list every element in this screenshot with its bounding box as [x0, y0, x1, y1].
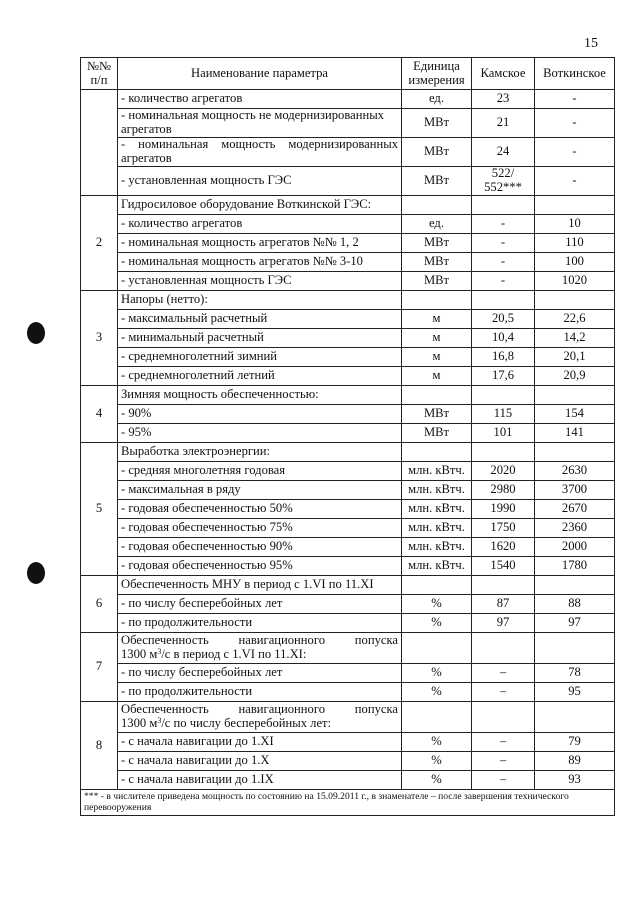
- page-number: 15: [584, 36, 598, 51]
- header-name: Наименование параметра: [118, 58, 402, 90]
- param-unit: [402, 291, 472, 310]
- footnote-row: [81, 790, 615, 816]
- param-unit: МВт: [402, 109, 472, 138]
- param-unit: %: [402, 752, 472, 771]
- value-votkinskoe: [535, 576, 615, 595]
- param-name: - установленная мощность ГЭС: [118, 272, 402, 291]
- param-unit: %: [402, 614, 472, 633]
- value-kamskoe: [472, 291, 535, 310]
- section-title: [118, 702, 402, 733]
- value-votkinskoe: 14,2: [535, 329, 615, 348]
- param-name: - количество агрегатов: [118, 215, 402, 234]
- value-votkinskoe: -: [535, 138, 615, 167]
- param-unit: млн. кВтч.: [402, 557, 472, 576]
- value-votkinskoe: [535, 702, 615, 733]
- param-name: - установленная мощность ГЭС: [118, 167, 402, 196]
- table-row: [81, 733, 615, 752]
- header-kamskoe: Камское: [472, 58, 535, 90]
- table-row: [81, 664, 615, 683]
- value-votkinskoe: [535, 196, 615, 215]
- table-row: [81, 443, 615, 462]
- section-title: [118, 633, 402, 664]
- param-name: - с начала навигации до 1.XI: [118, 733, 402, 752]
- section-title-line2: [121, 648, 398, 662]
- param-name: - с начала навигации до 1.X: [118, 752, 402, 771]
- value-kamskoe: 2980: [472, 481, 535, 500]
- value-kamskoe: –: [472, 664, 535, 683]
- param-name: - по числу бесперебойных лет: [118, 595, 402, 614]
- param-name: - по продолжительности: [118, 614, 402, 633]
- value-kamskoe: -: [472, 215, 535, 234]
- section-number: 6: [81, 576, 118, 633]
- param-unit: МВт: [402, 138, 472, 167]
- section-number: 2: [81, 196, 118, 291]
- table-row: [81, 386, 615, 405]
- value-votkinskoe: 154: [535, 405, 615, 424]
- param-name: - по числу бесперебойных лет: [118, 664, 402, 683]
- param-name: - 90%: [118, 405, 402, 424]
- value-kamskoe: 16,8: [472, 348, 535, 367]
- param-name: - годовая обеспеченностью 50%: [118, 500, 402, 519]
- section-title: Гидросиловое оборудование Воткинской ГЭС:: [118, 196, 402, 215]
- table-row: [81, 348, 615, 367]
- table-row: [81, 557, 615, 576]
- value-votkinskoe: 95: [535, 683, 615, 702]
- param-name: - номинальная мощность модернизированных агрегатов: [118, 138, 402, 167]
- value-votkinskoe: -: [535, 167, 615, 196]
- value-votkinskoe: 2000: [535, 538, 615, 557]
- param-unit: млн. кВтч.: [402, 500, 472, 519]
- value-votkinskoe: 78: [535, 664, 615, 683]
- value-kamskoe: [472, 196, 535, 215]
- value-kamskoe: –: [472, 752, 535, 771]
- table-row: [81, 519, 615, 538]
- section-number: [81, 90, 118, 196]
- value-votkinskoe: 1780: [535, 557, 615, 576]
- value-votkinskoe: 3700: [535, 481, 615, 500]
- section-title: Зимняя мощность обеспеченностью:: [118, 386, 402, 405]
- param-name: - максимальная в ряду: [118, 481, 402, 500]
- param-name: - с начала навигации до 1.IX: [118, 771, 402, 790]
- value-kamskoe: [472, 443, 535, 462]
- value-votkinskoe: 2360: [535, 519, 615, 538]
- table-row: [81, 367, 615, 386]
- value-kamskoe: 23: [472, 90, 535, 109]
- value-votkinskoe: [535, 291, 615, 310]
- value-kamskoe: 97: [472, 614, 535, 633]
- value-votkinskoe: 97: [535, 614, 615, 633]
- value-votkinskoe: 10: [535, 215, 615, 234]
- value-votkinskoe: [535, 633, 615, 664]
- value-kamskoe: 101: [472, 424, 535, 443]
- param-name: - номинальная мощность не модернизированных агрегатов: [118, 109, 402, 138]
- header-row: [81, 58, 615, 90]
- value-votkinskoe: 79: [535, 733, 615, 752]
- table-row: [81, 138, 615, 167]
- param-name: - годовая обеспеченностью 95%: [118, 557, 402, 576]
- value-votkinskoe: 1020: [535, 272, 615, 291]
- value-kamskoe: -: [472, 234, 535, 253]
- table-row: [81, 196, 615, 215]
- param-unit: МВт: [402, 405, 472, 424]
- value-votkinskoe: [535, 386, 615, 405]
- param-name: - по продолжительности: [118, 683, 402, 702]
- section-title: Обеспеченность МНУ в период с 1.VI по 11.XI: [118, 576, 402, 595]
- footnote: *** - в числителе приведена мощность по состоянию на 15.09.2011 г., в знаменателе – после завершения технического перевооружения: [81, 790, 615, 816]
- param-unit: млн. кВтч.: [402, 519, 472, 538]
- param-name: - номинальная мощность агрегатов №№ 3-10: [118, 253, 402, 272]
- param-name: - номинальная мощность агрегатов №№ 1, 2: [118, 234, 402, 253]
- param-unit: %: [402, 683, 472, 702]
- parameters-table: [80, 57, 615, 816]
- table-row: [81, 329, 615, 348]
- flow-rate-rest: /с по числу бесперебойных лет:: [161, 716, 332, 730]
- param-unit: [402, 576, 472, 595]
- param-unit: ед.: [402, 90, 472, 109]
- table-row: [81, 90, 615, 109]
- value-kamskoe: [472, 702, 535, 733]
- flow-rate-value: 1300 м: [121, 647, 158, 661]
- value-kamskoe: 522/ 552***: [472, 167, 535, 196]
- table-row: [81, 500, 615, 519]
- param-name: - средняя многолетняя годовая: [118, 462, 402, 481]
- param-unit: %: [402, 733, 472, 752]
- value-votkinskoe: 22,6: [535, 310, 615, 329]
- param-name: - среднемноголетний зимний: [118, 348, 402, 367]
- value-kamskoe: –: [472, 733, 535, 752]
- table-row: [81, 538, 615, 557]
- param-unit: [402, 443, 472, 462]
- value-votkinskoe: -: [535, 109, 615, 138]
- table-row: [81, 702, 615, 733]
- value-kamskoe: 115: [472, 405, 535, 424]
- param-unit: млн. кВтч.: [402, 538, 472, 557]
- param-unit: МВт: [402, 167, 472, 196]
- value-votkinskoe: -: [535, 90, 615, 109]
- param-unit: м: [402, 348, 472, 367]
- flow-rate-rest: /с в период с 1.VI по 11.XI:: [161, 647, 307, 661]
- table-row: [81, 462, 615, 481]
- value-votkinskoe: 110: [535, 234, 615, 253]
- value-votkinskoe: 93: [535, 771, 615, 790]
- param-name: - среднемноголетний летний: [118, 367, 402, 386]
- value-kamskoe: 87: [472, 595, 535, 614]
- value-votkinskoe: 20,1: [535, 348, 615, 367]
- cube-superscript: 3: [157, 647, 162, 656]
- value-kamskoe: 20,5: [472, 310, 535, 329]
- param-name: - годовая обеспеченностью 90%: [118, 538, 402, 557]
- section-title-line2: [121, 717, 398, 731]
- value-kamskoe: –: [472, 683, 535, 702]
- value-kamskoe: 10,4: [472, 329, 535, 348]
- value-kamskoe: -: [472, 253, 535, 272]
- binder-hole-dot: [27, 562, 45, 584]
- param-unit: м: [402, 367, 472, 386]
- binder-hole-dot: [27, 322, 45, 344]
- param-unit: млн. кВтч.: [402, 481, 472, 500]
- value-kamskoe: [472, 386, 535, 405]
- table-row: [81, 272, 615, 291]
- section-number: 7: [81, 633, 118, 702]
- param-name: - 95%: [118, 424, 402, 443]
- value-votkinskoe: 88: [535, 595, 615, 614]
- header-votkinskoe: Воткинское: [535, 58, 615, 90]
- param-unit: [402, 196, 472, 215]
- table-row: [81, 167, 615, 196]
- param-unit: м: [402, 310, 472, 329]
- value-votkinskoe: 89: [535, 752, 615, 771]
- section-title: Напоры (нетто):: [118, 291, 402, 310]
- value-kamskoe: 1620: [472, 538, 535, 557]
- param-unit: м: [402, 329, 472, 348]
- value-kamskoe: 1540: [472, 557, 535, 576]
- param-unit: МВт: [402, 234, 472, 253]
- value-votkinskoe: 100: [535, 253, 615, 272]
- param-unit: [402, 702, 472, 733]
- table-row: [81, 310, 615, 329]
- param-unit: МВт: [402, 272, 472, 291]
- table-row: [81, 109, 615, 138]
- param-unit: ед.: [402, 215, 472, 234]
- table-row: [81, 291, 615, 310]
- value-votkinskoe: [535, 443, 615, 462]
- value-kamskoe: 2020: [472, 462, 535, 481]
- flow-rate-value: 1300 м: [121, 716, 158, 730]
- header-num: №№ п/п: [81, 58, 118, 90]
- value-kamskoe: –: [472, 771, 535, 790]
- value-kamskoe: 17,6: [472, 367, 535, 386]
- table-row: [81, 215, 615, 234]
- param-unit: %: [402, 595, 472, 614]
- value-kamskoe: [472, 633, 535, 664]
- value-kamskoe: 21: [472, 109, 535, 138]
- table-row: [81, 481, 615, 500]
- section-title: Выработка электроэнергии:: [118, 443, 402, 462]
- param-name: - максимальный расчетный: [118, 310, 402, 329]
- section-number: 4: [81, 386, 118, 443]
- section-number: 3: [81, 291, 118, 386]
- table-row: [81, 405, 615, 424]
- value-kamskoe: [472, 576, 535, 595]
- param-name: - минимальный расчетный: [118, 329, 402, 348]
- table-row: [81, 234, 615, 253]
- param-unit: %: [402, 771, 472, 790]
- value-kamskoe: 1750: [472, 519, 535, 538]
- cube-superscript: 3: [157, 716, 162, 725]
- value-kamskoe: -: [472, 272, 535, 291]
- table-row: [81, 424, 615, 443]
- param-unit: млн. кВтч.: [402, 462, 472, 481]
- param-unit: [402, 386, 472, 405]
- param-unit: МВт: [402, 424, 472, 443]
- section-number: 8: [81, 702, 118, 790]
- value-votkinskoe: 2630: [535, 462, 615, 481]
- param-unit: МВт: [402, 253, 472, 272]
- param-unit: [402, 633, 472, 664]
- header-unit: Единица измерения: [402, 58, 472, 90]
- table-row: [81, 633, 615, 664]
- table-row: [81, 253, 615, 272]
- value-kamskoe: 1990: [472, 500, 535, 519]
- value-votkinskoe: 2670: [535, 500, 615, 519]
- table-row: [81, 595, 615, 614]
- value-votkinskoe: 141: [535, 424, 615, 443]
- section-title-line1: Обеспеченность навигационного попуска: [121, 633, 398, 648]
- section-number: 5: [81, 443, 118, 576]
- param-name: - количество агрегатов: [118, 90, 402, 109]
- value-kamskoe: 24: [472, 138, 535, 167]
- param-name: - годовая обеспеченностью 75%: [118, 519, 402, 538]
- value-votkinskoe: 20,9: [535, 367, 615, 386]
- param-unit: %: [402, 664, 472, 683]
- section-title-line1: Обеспеченность навигационного попуска: [121, 702, 398, 717]
- table-row: [81, 752, 615, 771]
- table-row: [81, 576, 615, 595]
- table-row: [81, 614, 615, 633]
- table-row: [81, 683, 615, 702]
- table-row: [81, 771, 615, 790]
